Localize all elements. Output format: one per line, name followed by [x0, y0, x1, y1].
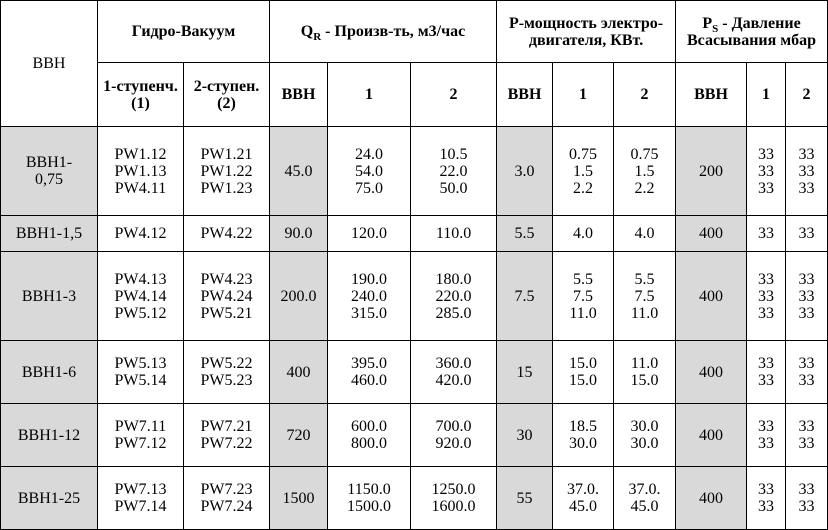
cell-line: 5.5 [634, 270, 655, 288]
table-row [1, 127, 828, 216]
cell-line: PW7.24 [200, 498, 253, 515]
cell-line: PW5.12 [114, 304, 167, 322]
pressure-vvn-cell [676, 127, 747, 216]
model-cell [1, 252, 98, 341]
cell-line: 400 [699, 225, 724, 242]
stage1-cell [98, 252, 184, 341]
cell-line: ВВН1-25 [17, 489, 81, 507]
flow-vvn-cell [270, 467, 328, 530]
cell-line: 1.5 [634, 162, 655, 180]
flow-vvn-cell [270, 127, 328, 216]
model-cell [1, 127, 98, 216]
cell-line: 600.0 [351, 418, 387, 435]
flow-1-cell [328, 127, 411, 216]
cell-line: ВВН1-1,5 [15, 225, 83, 242]
stage1-cell [98, 127, 184, 216]
flow-2-cell [411, 127, 497, 216]
cell-line: 700.0 [435, 418, 472, 435]
power-1-header: 1 [553, 63, 614, 127]
cell-line: 33 [798, 355, 815, 372]
stage2-cell [184, 252, 270, 341]
cell-line: 2.2 [573, 179, 594, 197]
pressure-vvn-cell [676, 404, 747, 467]
power-vvn-cell [497, 467, 553, 530]
cell-line: 33 [758, 498, 775, 515]
cell-line: 285.0 [435, 304, 472, 322]
cell-line: 240.0 [351, 287, 387, 305]
cell-line: 33 [798, 287, 815, 305]
power-2-cell [614, 127, 676, 216]
table-row [1, 216, 828, 252]
cell-line: PW7.13 [114, 481, 167, 498]
cell-line: 33 [758, 225, 775, 242]
power-1-cell [553, 127, 614, 216]
cell-line: 45.0 [284, 162, 313, 180]
cell-line: 395.0 [351, 355, 387, 372]
cell-line: 33 [758, 372, 775, 389]
cell-line: ВВН1- [25, 154, 73, 171]
cell-line: PW7.12 [114, 435, 167, 452]
cell-line: 33 [798, 372, 815, 389]
flow-vvn-cell [270, 341, 328, 404]
cell-line: 33 [798, 304, 815, 322]
cell-line: 15.0 [569, 355, 598, 372]
pressure-1-cell [747, 216, 786, 252]
cell-line: PW5.22 [200, 355, 253, 372]
cell-line: 460.0 [351, 372, 387, 389]
flow-vvn-cell [270, 404, 328, 467]
flow-2-header: 2 [411, 63, 497, 127]
pressure-vvn-cell [676, 341, 747, 404]
stage2-cell [184, 341, 270, 404]
power-1-cell [553, 216, 614, 252]
flow-2-cell [411, 467, 497, 530]
cell-line: ВВН1-12 [17, 426, 81, 444]
suction-pressure-header [676, 1, 828, 63]
cell-line: 15 [516, 363, 533, 381]
flow-1-cell [328, 467, 411, 530]
cell-line: 33 [758, 418, 775, 435]
cell-line: 190.0 [351, 270, 387, 288]
cell-line: 4.0 [573, 225, 594, 242]
table-row [1, 252, 828, 341]
header-row-2 [1, 63, 828, 127]
stage1-header: 1-ступенч. (1) [98, 63, 184, 127]
cell-line: 22.0 [439, 162, 468, 180]
pressure-vvn-cell [676, 216, 747, 252]
pressure-1-cell [747, 341, 786, 404]
cell-line: PW1.12 [114, 145, 167, 163]
cell-line: 75.0 [355, 179, 383, 197]
cell-line: 33 [758, 287, 775, 305]
power-2-cell [614, 404, 676, 467]
cell-line: 37.0. [628, 481, 661, 498]
cell-line: 15.0 [569, 372, 598, 389]
cell-line: 33 [798, 418, 815, 435]
power-vvn-cell [497, 404, 553, 467]
cell-line: 33 [798, 435, 815, 452]
power-vvn-cell [497, 216, 553, 252]
cell-line: ВВН1-3 [21, 287, 77, 305]
cell-line: 33 [798, 270, 815, 288]
flow-vvn-header: ВВН [270, 63, 328, 127]
cell-line: 11.0 [569, 304, 597, 322]
stage1-cell [98, 216, 184, 252]
pressure-vvn-header: ВВН [676, 63, 747, 127]
cell-line: PW4.14 [114, 287, 167, 305]
cell-line: 2.2 [634, 179, 655, 197]
cell-line: PW7.14 [114, 498, 167, 515]
cell-line: 50.0 [439, 179, 468, 197]
cell-line: 0.75 [630, 145, 659, 163]
power-1-cell [553, 404, 614, 467]
cell-line: 1600.0 [431, 498, 476, 515]
cell-line: 33 [798, 145, 815, 163]
cell-line: 7.5 [573, 287, 594, 305]
cell-line: PW4.23 [200, 270, 253, 288]
cell-line: 720 [286, 426, 311, 444]
table-body [1, 127, 828, 530]
cell-line: 4.0 [634, 225, 655, 242]
cell-line: 1500 [282, 489, 315, 507]
power-vvn-cell [497, 127, 553, 216]
cell-line: 5.5 [514, 225, 535, 242]
cell-line: 33 [758, 145, 775, 163]
flow-rate-symbol: Q [300, 23, 314, 40]
power-1-cell [553, 252, 614, 341]
motor-power-header: P-мощность электро-двигателя, КВт. [497, 1, 676, 63]
power-2-header: 2 [614, 63, 676, 127]
pressure-2-cell [786, 252, 828, 341]
flow-rate-label: - Произв-ть, м3/час [321, 23, 466, 40]
cell-line: 90.0 [284, 225, 313, 242]
cell-line: PW7.22 [200, 435, 253, 452]
pressure-label: - Давление Всасывания мбар [686, 14, 817, 49]
table-row [1, 341, 828, 404]
flow-2-cell [411, 341, 497, 404]
cell-line: 33 [798, 481, 815, 498]
cell-line: PW4.12 [114, 225, 167, 242]
pressure-1-cell [747, 404, 786, 467]
cell-line: 400 [699, 363, 724, 381]
cell-line: 24.0 [355, 145, 383, 163]
power-vvn-header: ВВН [497, 63, 553, 127]
flow-1-cell [328, 216, 411, 252]
cell-line: 200 [699, 162, 724, 180]
cell-line: 120.0 [351, 225, 387, 242]
model-cell [1, 404, 98, 467]
cell-line: 45.0 [569, 498, 598, 515]
flow-2-cell [411, 216, 497, 252]
power-1-cell [553, 341, 614, 404]
cell-line: PW1.13 [114, 162, 167, 180]
flow-1-cell [328, 252, 411, 341]
cell-line: 30.0 [630, 435, 659, 452]
cell-line: 33 [798, 179, 815, 197]
cell-line: PW7.11 [114, 418, 167, 435]
pressure-2-cell [786, 341, 828, 404]
flow-1-header: 1 [328, 63, 411, 127]
cell-line: PW5.23 [200, 372, 253, 389]
cell-line: 0.75 [569, 145, 598, 163]
table-row [1, 467, 828, 530]
flow-rate-subscript: R [313, 31, 322, 44]
pressure-subscript: S [712, 22, 719, 35]
cell-line: PW4.22 [200, 225, 253, 242]
stage2-cell [184, 127, 270, 216]
power-2-cell [614, 467, 676, 530]
cell-line: 800.0 [351, 435, 387, 452]
pressure-2-cell [786, 467, 828, 530]
cell-line: 0,75 [35, 171, 63, 188]
stage2-cell [184, 404, 270, 467]
pressure-1-cell [747, 467, 786, 530]
power-2-cell [614, 341, 676, 404]
pressure-2-header: 2 [786, 63, 828, 127]
pressure-1-header: 1 [747, 63, 786, 127]
cell-line: 220.0 [435, 287, 472, 305]
cell-line: 400 [286, 363, 311, 381]
cell-line: 1.5 [573, 162, 594, 180]
cell-line: 5.5 [573, 270, 594, 288]
cell-line: PW1.22 [200, 162, 253, 180]
power-1-cell [553, 467, 614, 530]
cell-line: 920.0 [435, 435, 472, 452]
cell-line: 1250.0 [431, 481, 476, 498]
model-header: ВВН [1, 1, 98, 127]
cell-line: 30 [516, 426, 533, 444]
cell-line: 55 [516, 489, 533, 507]
cell-line: 1500.0 [347, 498, 391, 515]
power-2-cell [614, 252, 676, 341]
cell-line: 400 [699, 489, 724, 507]
stage2-cell [184, 216, 270, 252]
flow-1-cell [328, 341, 411, 404]
cell-line: ВВН1-6 [21, 363, 77, 381]
cell-line: 45.0 [630, 498, 659, 515]
model-cell [1, 216, 98, 252]
cell-line: PW4.24 [200, 287, 253, 305]
pressure-1-cell [747, 252, 786, 341]
cell-line: 200.0 [280, 287, 317, 305]
cell-line: 33 [758, 435, 775, 452]
cell-line: 33 [758, 355, 775, 372]
cell-line: 10.5 [439, 145, 468, 163]
cell-line: 7.5 [514, 287, 535, 305]
pressure-vvn-cell [676, 252, 747, 341]
cell-line: 33 [758, 304, 775, 322]
hydro-vacuum-header: Гидро-Вакуум [98, 1, 270, 63]
power-vvn-cell [497, 252, 553, 341]
cell-line: 33 [758, 179, 775, 197]
cell-line: 15.0 [630, 372, 659, 389]
flow-vvn-cell [270, 252, 328, 341]
cell-line: PW4.11 [114, 179, 167, 197]
flow-1-cell [328, 404, 411, 467]
cell-line: 400 [699, 287, 724, 305]
stage1-cell [98, 404, 184, 467]
model-cell [1, 341, 98, 404]
cell-line: 33 [798, 162, 815, 180]
cell-line: 33 [758, 481, 775, 498]
cell-line: PW5.21 [200, 304, 253, 322]
cell-line: PW7.23 [200, 481, 253, 498]
flow-2-cell [411, 404, 497, 467]
cell-line: 360.0 [435, 355, 472, 372]
cell-line: 30.0 [569, 435, 598, 452]
cell-line: 3.0 [514, 162, 535, 180]
header-row-1 [1, 1, 828, 63]
cell-line: 1150.0 [347, 481, 391, 498]
pressure-vvn-cell [676, 467, 747, 530]
pressure-2-cell [786, 216, 828, 252]
stage2-header: 2-ступен. (2) [184, 63, 270, 127]
cell-line: 7.5 [634, 287, 655, 305]
cell-line: 33 [758, 162, 775, 180]
flow-rate-header [270, 1, 497, 63]
stage1-cell [98, 341, 184, 404]
cell-line: 54.0 [355, 162, 383, 180]
cell-line: PW1.21 [200, 145, 253, 163]
cell-line: 11.0 [630, 304, 659, 322]
cell-line: 180.0 [435, 270, 472, 288]
table-row [1, 404, 828, 467]
stage1-cell [98, 467, 184, 530]
cell-line: 400 [699, 426, 724, 444]
cell-line: 30.0 [630, 418, 659, 435]
cell-line: PW7.21 [200, 418, 253, 435]
pressure-2-cell [786, 404, 828, 467]
cell-line: PW5.14 [114, 372, 167, 389]
pressure-symbol: P [702, 14, 713, 32]
pressure-2-cell [786, 127, 828, 216]
cell-line: 37.0. [567, 481, 600, 498]
cell-line: PW4.13 [114, 270, 167, 288]
pressure-1-cell [747, 127, 786, 216]
cell-line: 18.5 [569, 418, 598, 435]
stage2-cell [184, 467, 270, 530]
cell-line: 33 [758, 270, 775, 288]
cell-line: 33 [798, 225, 815, 242]
cell-line: 33 [798, 498, 815, 515]
cell-line: 420.0 [435, 372, 472, 389]
power-vvn-cell [497, 341, 553, 404]
cell-line: PW1.23 [200, 179, 253, 197]
cell-line: 11.0 [630, 355, 659, 372]
cell-line: 110.0 [435, 225, 472, 242]
cell-line: PW5.13 [114, 355, 167, 372]
cell-line: 315.0 [351, 304, 387, 322]
flow-2-cell [411, 252, 497, 341]
model-cell [1, 467, 98, 530]
flow-vvn-cell [270, 216, 328, 252]
power-2-cell [614, 216, 676, 252]
